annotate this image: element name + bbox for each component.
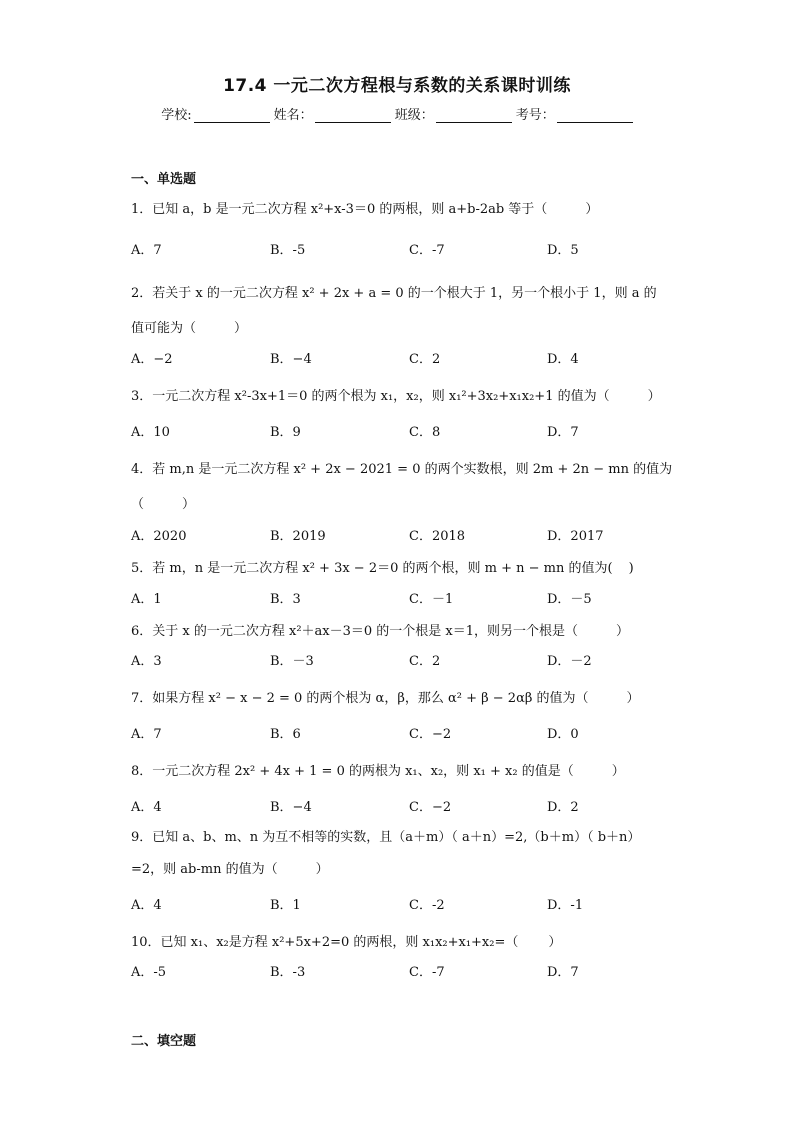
question-6-option-d[interactable]: D．－2 bbox=[547, 654, 592, 669]
question-2 bbox=[131, 282, 657, 301]
student-info-row bbox=[0, 104, 794, 123]
question-6-stem: 6．关于 x 的一元二次方程 x²＋ax－3＝0 的一个根是 x＝1，则另一个根是（ bbox=[131, 624, 579, 639]
question-4-stem2: （ bbox=[131, 497, 145, 512]
question-10-option-c[interactable]: C．-7 bbox=[409, 965, 445, 980]
question-9 bbox=[131, 826, 640, 845]
question-7-option-b[interactable]: B．6 bbox=[270, 727, 301, 742]
question-8-option-b[interactable]: B．−4 bbox=[270, 800, 312, 815]
question-1-stem: 1．已知 a，b 是一元二次方程 x²+x-3＝0 的两根，则 a+b-2ab 等于（ bbox=[131, 202, 548, 217]
question-5-option-d[interactable]: D．－5 bbox=[547, 592, 592, 607]
question-1-option-c[interactable]: C．-7 bbox=[409, 243, 445, 258]
question-4-close: ） bbox=[182, 497, 196, 512]
question-5-options bbox=[131, 588, 691, 606]
question-4-option-b[interactable]: B．2019 bbox=[270, 529, 326, 544]
question-8-option-a[interactable]: A．4 bbox=[131, 800, 162, 815]
exam-no-label: 考号： bbox=[515, 108, 555, 123]
question-8 bbox=[131, 760, 625, 779]
question-7-option-c[interactable]: C．−2 bbox=[409, 727, 452, 742]
question-5-close: ) bbox=[628, 561, 634, 576]
question-8-option-c[interactable]: C．−2 bbox=[409, 800, 452, 815]
question-10-option-b[interactable]: B．-3 bbox=[270, 965, 306, 980]
question-3 bbox=[131, 385, 661, 404]
question-1 bbox=[131, 198, 598, 217]
name-field bbox=[274, 104, 391, 123]
question-7-option-a[interactable]: A．7 bbox=[131, 727, 162, 742]
question-1-option-b[interactable]: B．-5 bbox=[270, 243, 306, 258]
question-10-stem: 10．已知 x₁、x₂是方程 x²+5x+2=0 的两根，则 x₁x₂+x₁+x₂=（ bbox=[131, 935, 519, 950]
question-6-option-a[interactable]: A．3 bbox=[131, 654, 162, 669]
question-3-option-b[interactable]: B．9 bbox=[270, 425, 301, 440]
name-blank bbox=[315, 108, 391, 123]
question-8-close: ） bbox=[611, 764, 625, 779]
question-6-option-c[interactable]: C．2 bbox=[409, 654, 441, 669]
question-7 bbox=[131, 687, 640, 706]
section-fill-blank: 二、填空题 bbox=[131, 1034, 197, 1049]
question-8-stem: 8．一元二次方程 2x² + 4x + 1 = 0 的两根为 x₁、x₂，则 x₁ + x₂ 的值是（ bbox=[131, 764, 574, 779]
question-5-option-a[interactable]: A．1 bbox=[131, 592, 162, 607]
question-4-option-d[interactable]: D．2017 bbox=[547, 529, 604, 544]
question-3-options bbox=[131, 421, 691, 439]
class-blank bbox=[436, 108, 512, 123]
question-9-option-c[interactable]: C．-2 bbox=[409, 898, 445, 913]
question-9-close: ） bbox=[315, 862, 329, 877]
question-4 bbox=[131, 458, 672, 477]
question-5-option-b[interactable]: B．3 bbox=[270, 592, 301, 607]
question-9-line2 bbox=[131, 858, 329, 877]
page-title: 17.4 一元二次方程根与系数的关系课时训练 bbox=[223, 76, 571, 96]
question-2-options bbox=[131, 348, 691, 366]
question-10-option-a[interactable]: A．-5 bbox=[131, 965, 167, 980]
question-4-option-a[interactable]: A．2020 bbox=[131, 529, 187, 544]
question-4-option-c[interactable]: C．2018 bbox=[409, 529, 466, 544]
question-5 bbox=[131, 557, 634, 576]
question-8-option-d[interactable]: D．2 bbox=[547, 800, 579, 815]
question-10-close: ） bbox=[548, 935, 562, 950]
question-7-stem: 7．如果方程 x² − x − 2 = 0 的两个根为 α，β，那么 α² + β − 2αβ 的值为（ bbox=[131, 691, 589, 706]
question-6-options bbox=[131, 650, 691, 668]
question-10-options bbox=[131, 961, 691, 979]
question-1-options bbox=[131, 239, 691, 257]
name-label: 姓名： bbox=[273, 108, 313, 123]
exam-no-field bbox=[516, 104, 633, 123]
school-field bbox=[161, 104, 269, 123]
question-4-options bbox=[131, 525, 691, 543]
question-7-options bbox=[131, 723, 691, 741]
question-3-stem: 3．一元二次方程 x²-3x+1＝0 的两个根为 x₁，x₂，则 x₁²+3x₂+x₁x₂+1 的值为（ bbox=[131, 389, 610, 404]
question-1-option-a[interactable]: A．7 bbox=[131, 243, 162, 258]
question-1-close: ） bbox=[585, 202, 599, 217]
question-3-close: ） bbox=[647, 389, 661, 404]
question-7-close: ） bbox=[626, 691, 640, 706]
question-5-stem: 5．若 m，n 是一元二次方程 x² + 3x − 2＝0 的两个根，则 m + n − mn 的值为( bbox=[131, 561, 613, 576]
question-9-option-b[interactable]: B．1 bbox=[270, 898, 301, 913]
exam-no-blank bbox=[557, 108, 633, 123]
section-single-choice: 一、单选题 bbox=[131, 172, 197, 187]
question-3-option-d[interactable]: D．7 bbox=[547, 425, 579, 440]
class-label: 班级： bbox=[394, 108, 434, 123]
question-7-option-d[interactable]: D．0 bbox=[547, 727, 579, 742]
question-6-close: ） bbox=[616, 624, 630, 639]
question-10 bbox=[131, 931, 561, 950]
question-3-option-c[interactable]: C．8 bbox=[409, 425, 441, 440]
question-4-stem: 4．若 m,n 是一元二次方程 x² + 2x − 2021 = 0 的两个实数根，则 2m + 2n − mn 的值为 bbox=[131, 462, 673, 477]
question-1-option-d[interactable]: D．5 bbox=[547, 243, 579, 258]
question-2-stem: 2．若关于 x 的一元二次方程 x² + 2x + a = 0 的一个根大于 1，另一个根小于 1，则 a 的 bbox=[131, 286, 657, 301]
question-10-option-d[interactable]: D．7 bbox=[547, 965, 579, 980]
question-5-option-c[interactable]: C．－1 bbox=[409, 592, 454, 607]
question-2-option-b[interactable]: B．−4 bbox=[270, 352, 312, 367]
question-2-option-c[interactable]: C．2 bbox=[409, 352, 441, 367]
school-label: 学校: bbox=[161, 108, 192, 123]
question-6-option-b[interactable]: B．－3 bbox=[270, 654, 314, 669]
question-4-line2 bbox=[131, 493, 195, 512]
school-blank bbox=[194, 108, 270, 123]
question-2-close: ） bbox=[234, 321, 248, 336]
question-2-option-a[interactable]: A．−2 bbox=[131, 352, 173, 367]
question-9-stem: 9．已知 a、b、m、n 为互不相等的实数，且（a＋m）（ a＋n）=2,（b＋m）（ b＋n） bbox=[131, 830, 641, 845]
question-9-stem2: =2，则 ab-mn 的值为（ bbox=[131, 862, 278, 877]
question-9-option-d[interactable]: D．-1 bbox=[547, 898, 584, 913]
question-9-options bbox=[131, 894, 691, 912]
question-9-option-a[interactable]: A．4 bbox=[131, 898, 162, 913]
question-2-option-d[interactable]: D．4 bbox=[547, 352, 579, 367]
question-8-options bbox=[131, 796, 691, 814]
class-field bbox=[395, 104, 512, 123]
question-2-stem2: 值可能为（ bbox=[131, 321, 197, 336]
question-6 bbox=[131, 620, 629, 639]
question-3-option-a[interactable]: A．10 bbox=[131, 425, 170, 440]
question-2-line2 bbox=[131, 317, 247, 336]
